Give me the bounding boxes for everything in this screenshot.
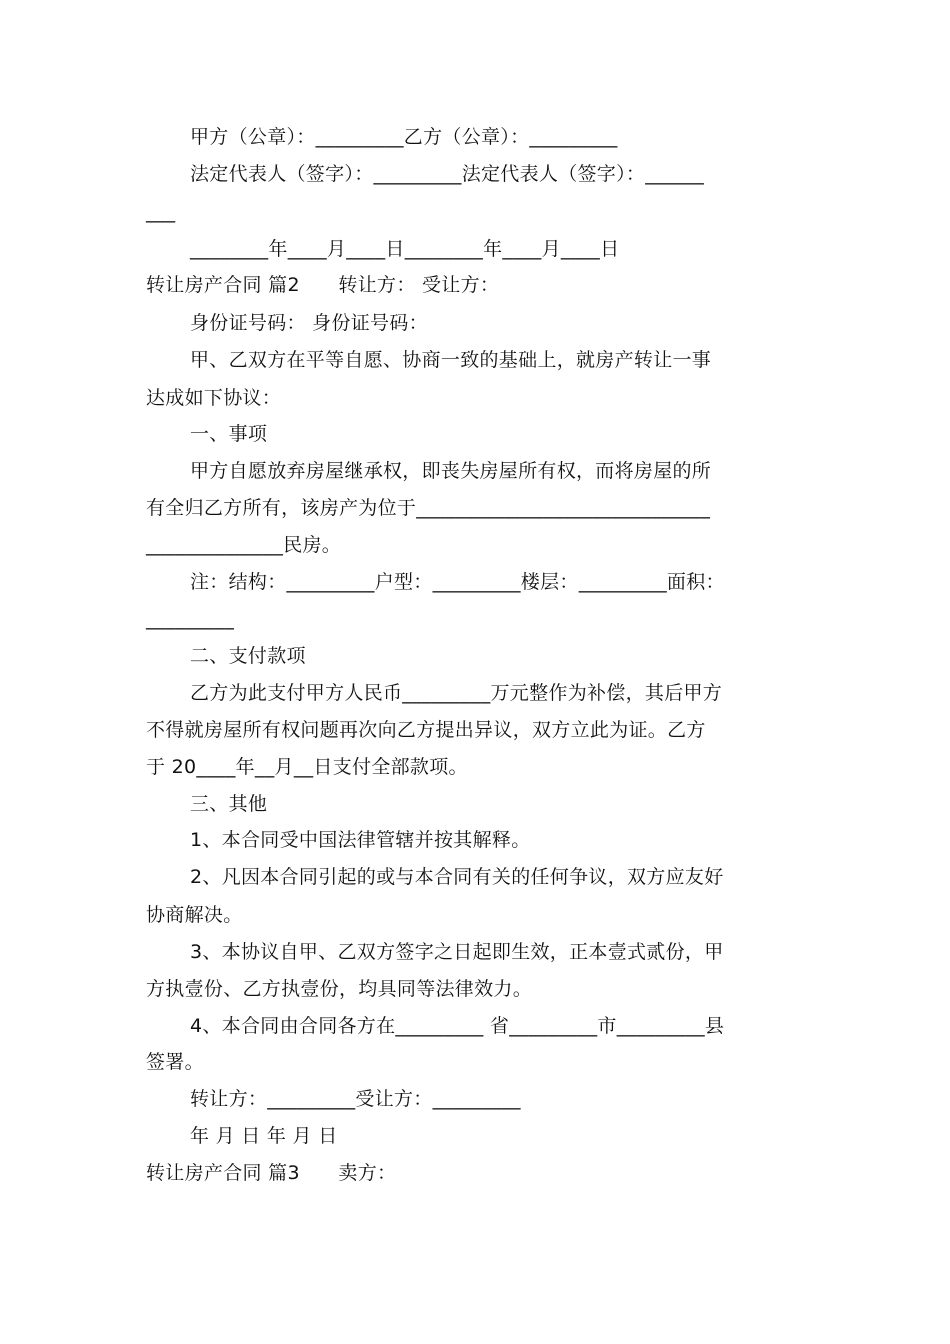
- clause-heading-2: 二、支付款项: [190, 645, 306, 667]
- section-heading-2: 转让房产合同 篇2 转让方： 受让方：: [146, 274, 500, 296]
- signing-date-line: ________年____月____日________年____月____日: [190, 238, 620, 260]
- clause-heading-1: 一、事项: [190, 423, 268, 445]
- property-details-line-continued: _________: [146, 608, 235, 630]
- clause-1-text: 甲方自愿放弃房屋继承权，即丧失房屋所有权，而将房屋的所: [190, 460, 712, 482]
- id-number-line: 身份证号码： 身份证号码：: [190, 312, 428, 334]
- clause-3-item-4: 4、本合同由合同各方在_________ 省_________市_________县: [190, 1015, 725, 1037]
- clause-3-item-2: 2、凡因本合同引起的或与本合同有关的任何争议，双方应友好: [190, 866, 724, 888]
- clause-2-text: 乙方为此支付甲方人民币_________万元整作为补偿，其后甲方: [190, 682, 723, 704]
- property-details-line: 注：结构：_________户型：_________楼层：_________面积：: [190, 571, 725, 593]
- parties-date-line: 年 月 日 年 月 日: [190, 1125, 338, 1147]
- clause-2-text-continued: 不得就房屋所有权问题再次向乙方提出异议，双方立此为证。乙方: [146, 719, 706, 741]
- clause-3-item-3: 3、本协议自甲、乙双方签字之日起即生效，正本壹式贰份，甲: [190, 941, 724, 963]
- section-heading-3: 转让房产合同 篇3 卖方：: [146, 1162, 397, 1184]
- clause-3-item-1: 1、本合同受中国法律管辖并按其解释。: [190, 829, 531, 851]
- clause-1-text-continued: 有全归乙方所有，该房产为位于______________________________: [146, 497, 711, 519]
- clause-2-text-end: 于 20____年__月__日支付全部款项。: [146, 756, 468, 778]
- clause-3-item-3-continued: 方执壹份、乙方执壹份，均具同等法律效力。: [146, 978, 533, 1000]
- paragraph-intro-continued: 达成如下协议：: [146, 387, 282, 409]
- parties-signature-line: 转让方：_________受让方：_________: [190, 1088, 521, 1110]
- paragraph-intro: 甲、乙双方在平等自愿、协商一致的基础上，就房产转让一事: [190, 349, 712, 371]
- clause-3-item-4-continued: 签署。: [146, 1051, 204, 1073]
- legal-representative-line: 法定代表人（签字）：_________法定代表人（签字）：______: [190, 163, 705, 185]
- signature-seal-line: 甲方（公章）：_________乙方（公章）：_________: [190, 126, 618, 148]
- clause-3-item-2-continued: 协商解决。: [146, 904, 243, 926]
- clause-heading-3: 三、其他: [190, 793, 268, 815]
- clause-1-text-end: ______________民房。: [146, 534, 342, 556]
- legal-representative-line-continued: ___: [146, 201, 176, 223]
